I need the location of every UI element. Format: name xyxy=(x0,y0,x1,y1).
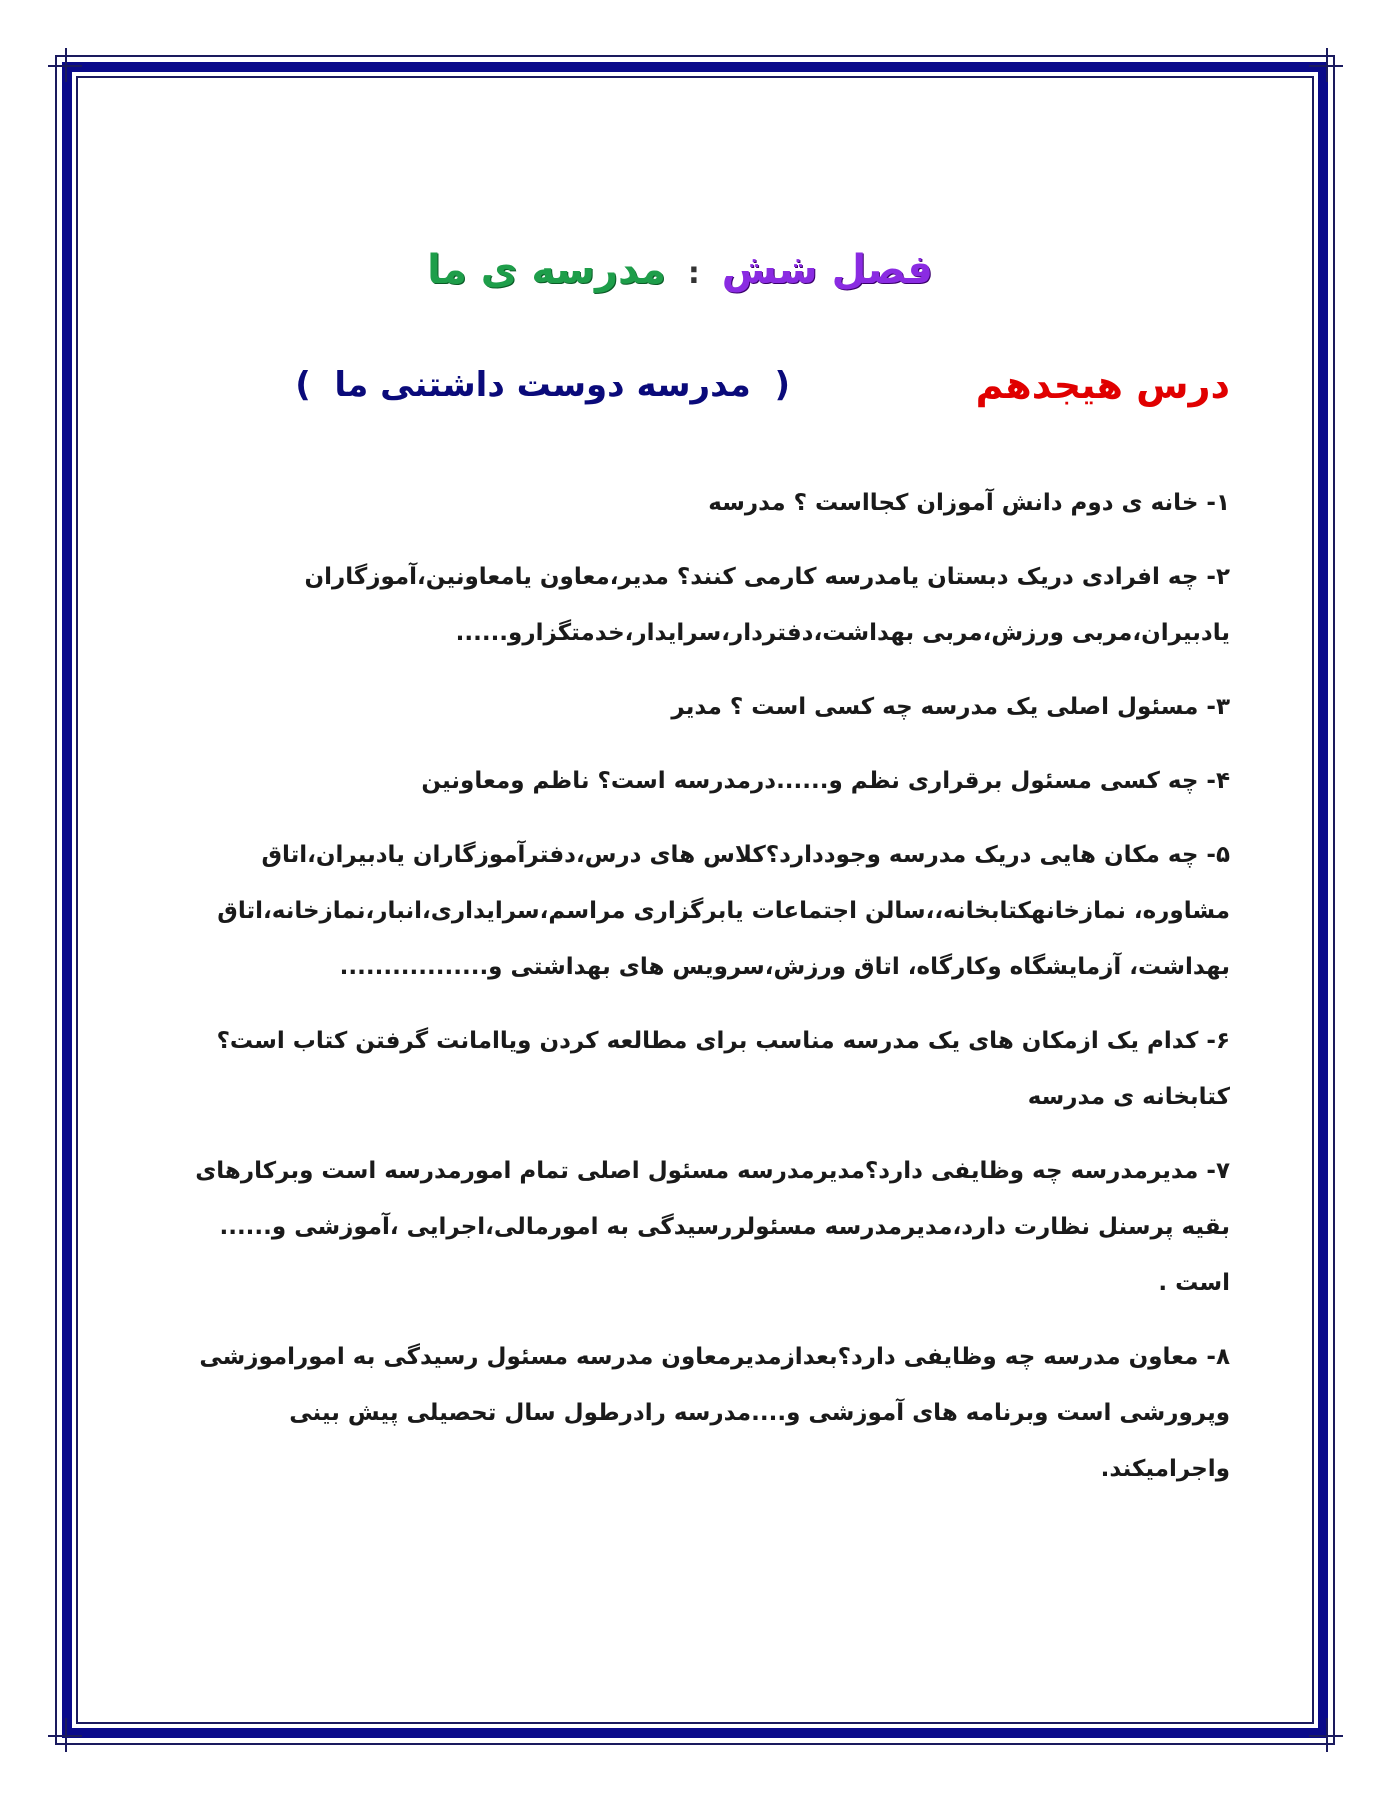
question-item: ۸- معاون مدرسه چه وظایفی دارد؟بعدازمدیرمعاون مدرسه مسئول رسیدگی به اموراموزشی وپرورشی است وبرنامه های آموزشی و....مدرسه رادرطول سال تحصیلی پیش بینی واجرامیکند. xyxy=(199,1344,1230,1482)
border-corner-ornament xyxy=(48,1718,82,1752)
lesson-label: درس هیجدهم xyxy=(975,363,1230,407)
border-corner-ornament xyxy=(1309,1718,1343,1752)
lesson-heading xyxy=(160,355,1230,415)
question-item: ۲- چه افرادی دریک دبستان یامدرسه کارمی کنند؟ مدیر،معاون یامعاونین،آموزگاران یادبیران،مربی ورزش،مربی بهداشت،دفتردار،سرایدار،خدمتگزارو...... xyxy=(304,564,1230,646)
question-item: ۴- چه کسی مسئول برقراری نظم و......درمدرسه است؟ ناظم ومعاونین xyxy=(421,768,1230,794)
border-corner-ornament xyxy=(1309,48,1343,82)
question-item: ۳- مسئول اصلی یک مدرسه چه کسی است ؟ مدیر xyxy=(671,694,1230,720)
chapter-heading xyxy=(160,240,1200,300)
lesson-title: ( مدرسه دوست داشتنی ما ) xyxy=(295,365,790,405)
question-item: ۱- خانه ی دوم دانش آموزان کجااست ؟ مدرسه xyxy=(708,490,1230,516)
chapter-title: مدرسه ی ما xyxy=(427,247,666,293)
question-item: ۵- چه مکان هایی دریک مدرسه وجوددارد؟کلاس های درس،دفترآموزگاران یادبیران،اتاق مشاوره، نمازخانهکتابخانه،،سالن اجتماعات یابرگزاری مراسم،سرایداری،انبار،نمازخانه،اتاق بهداشت، آزمایشگاه وکارگاه، اتاق ورزش،سرویس های بهداشتی و................. xyxy=(217,842,1230,980)
chapter-separator: : xyxy=(687,256,700,291)
chapter-label: فصل شش xyxy=(721,247,933,293)
border-corner-ornament xyxy=(48,48,82,82)
question-item: ۶- کدام یک ازمکان های یک مدرسه مناسب برای مطالعه کردن ویاامانت گرفتن کتاب است؟ کتابخانه ی مدرسه xyxy=(216,1028,1230,1110)
question-list xyxy=(160,475,1230,1497)
document-page xyxy=(160,240,1230,1515)
question-item: ۷- مدیرمدرسه چه وظایفی دارد؟مدیرمدرسه مسئول اصلی تمام امورمدرسه است وبرکارهای بقیه پرسنل نظارت دارد،مدیرمدرسه مسئولررسیدگی به امورمالی،اجرایی ،آموزشی و...... است . xyxy=(195,1158,1230,1296)
